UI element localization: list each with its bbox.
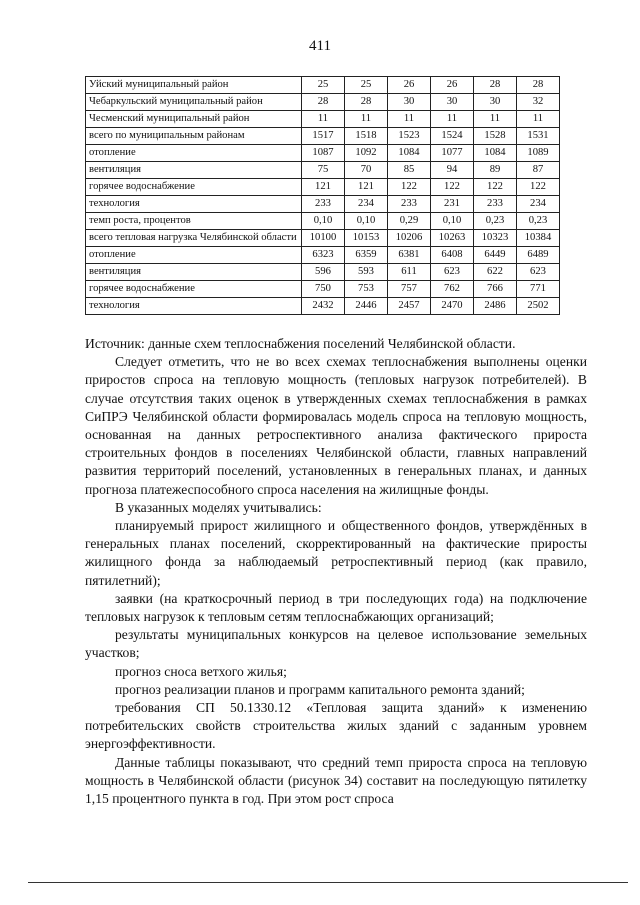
heat-load-table	[85, 76, 560, 315]
table-cell: 1518	[345, 128, 388, 145]
table-cell: 596	[302, 264, 345, 281]
paragraph: прогноз реализации планов и программ капитального ремонта зданий;	[115, 681, 525, 697]
row-label: горячее водоснабжение	[86, 281, 302, 298]
table-row	[86, 281, 560, 298]
table-row	[86, 94, 560, 111]
table-cell: 623	[431, 264, 474, 281]
body-text	[85, 335, 587, 808]
table-cell: 32	[517, 94, 560, 111]
table-cell: 122	[431, 179, 474, 196]
table-cell: 1531	[517, 128, 560, 145]
paragraph: результаты муниципальных конкурсов на целевое использование земельных участков;	[85, 627, 587, 661]
footer-rule	[28, 882, 628, 883]
table-cell: 234	[517, 196, 560, 213]
table-cell: 1523	[388, 128, 431, 145]
row-label: темп роста, процентов	[86, 213, 302, 230]
table-cell: 26	[431, 77, 474, 94]
table-cell: 1089	[517, 145, 560, 162]
table-cell: 233	[302, 196, 345, 213]
table-cell: 10206	[388, 230, 431, 247]
table-cell: 26	[388, 77, 431, 94]
table-cell: 30	[388, 94, 431, 111]
table-cell: 11	[474, 111, 517, 128]
table-row	[86, 179, 560, 196]
table-cell: 623	[517, 264, 560, 281]
table-cell: 122	[474, 179, 517, 196]
table-row	[86, 77, 560, 94]
table-cell: 28	[345, 94, 388, 111]
table-cell: 11	[431, 111, 474, 128]
paragraph: Следует отметить, что не во всех схемах теплоснабжения выполнены оценки приростов спроса на тепловую мощность (тепловых нагрузок потребителей). В случае отсутствия таких оценок в утвержденных схемах теплоснабжения в рамках СиПРЭ Челябинской области формировалась модель спроса на тепловую мощность, основанная на данных ретроспективного анализа фактического прироста строительных фондов в поселениях Челябинской области, главных направлений развития территорий поселений, установленных в генеральных планах, и данных прогноза платежеспособного спроса населения на жилищные фонды.	[85, 354, 587, 497]
table-cell: 122	[388, 179, 431, 196]
table-cell: 75	[302, 162, 345, 179]
table-row	[86, 145, 560, 162]
row-label: Чесменский муниципальный район	[86, 111, 302, 128]
row-label: всего тепловая нагрузка Челябинской области	[86, 230, 302, 247]
paragraph: планируемый прирост жилищного и общественного фондов, утверждённых в генеральных планах поселений, скорректированный на фактические приросты жилищного фонда за наблюдаемый ретроспективный период (как правило, пятилетний);	[85, 518, 587, 588]
table-row	[86, 111, 560, 128]
table-cell: 622	[474, 264, 517, 281]
row-label: технология	[86, 298, 302, 315]
table-cell: 1084	[474, 145, 517, 162]
table-cell: 750	[302, 281, 345, 298]
table-row	[86, 264, 560, 281]
table-cell: 87	[517, 162, 560, 179]
table-cell: 6359	[345, 247, 388, 264]
table-cell: 233	[388, 196, 431, 213]
table-cell: 10263	[431, 230, 474, 247]
table-cell: 2432	[302, 298, 345, 315]
table-cell: 0,23	[517, 213, 560, 230]
table-cell: 89	[474, 162, 517, 179]
table-cell: 94	[431, 162, 474, 179]
row-label: всего по муниципальным районам	[86, 128, 302, 145]
table-cell: 28	[517, 77, 560, 94]
table-cell: 10153	[345, 230, 388, 247]
row-label: вентиляция	[86, 162, 302, 179]
table-cell: 0,10	[431, 213, 474, 230]
table-cell: 2470	[431, 298, 474, 315]
table-cell: 25	[345, 77, 388, 94]
row-label: отопление	[86, 145, 302, 162]
table-cell: 2457	[388, 298, 431, 315]
table-cell: 1087	[302, 145, 345, 162]
table-cell: 611	[388, 264, 431, 281]
table-row	[86, 128, 560, 145]
table-cell: 233	[474, 196, 517, 213]
table-cell: 10323	[474, 230, 517, 247]
table-cell: 1517	[302, 128, 345, 145]
source-note: Источник: данные схем теплоснабжения поселений Челябинской области.	[85, 336, 516, 351]
table-cell: 1524	[431, 128, 474, 145]
table-cell: 6489	[517, 247, 560, 264]
table-cell: 6323	[302, 247, 345, 264]
table-cell: 1528	[474, 128, 517, 145]
table-cell: 10100	[302, 230, 345, 247]
table-cell: 762	[431, 281, 474, 298]
table-cell: 30	[474, 94, 517, 111]
table-cell: 593	[345, 264, 388, 281]
table-cell: 2502	[517, 298, 560, 315]
row-label: отопление	[86, 247, 302, 264]
table-cell: 0,10	[345, 213, 388, 230]
table-row	[86, 162, 560, 179]
row-label: горячее водоснабжение	[86, 179, 302, 196]
row-label: Чебаркульский муниципальный район	[86, 94, 302, 111]
table-cell: 28	[474, 77, 517, 94]
table-cell: 231	[431, 196, 474, 213]
table-row	[86, 298, 560, 315]
table-cell: 70	[345, 162, 388, 179]
table-cell: 234	[345, 196, 388, 213]
table-cell: 6381	[388, 247, 431, 264]
table-cell: 10384	[517, 230, 560, 247]
row-label: технология	[86, 196, 302, 213]
table-cell: 121	[302, 179, 345, 196]
row-label: вентиляция	[86, 264, 302, 281]
table-cell: 6449	[474, 247, 517, 264]
table-cell: 771	[517, 281, 560, 298]
table-cell: 11	[517, 111, 560, 128]
table-cell: 1092	[345, 145, 388, 162]
table-cell: 757	[388, 281, 431, 298]
row-label: Уйский муниципальный район	[86, 77, 302, 94]
table-cell: 25	[302, 77, 345, 94]
table-cell: 0,29	[388, 213, 431, 230]
paragraph: В указанных моделях учитывались:	[115, 499, 322, 515]
table-cell: 11	[302, 111, 345, 128]
table-row	[86, 247, 560, 264]
table-cell: 1084	[388, 145, 431, 162]
paragraph: требования СП 50.1330.12 «Тепловая защита зданий» к изменению потребительских свойств строительства жилых зданий с заданным уровнем энергоэффективности.	[85, 700, 587, 752]
paragraph: заявки (на краткосрочный период в три последующих года) на подключение тепловых нагрузок к тепловым сетям теплоснабжающих организаций;	[85, 590, 587, 625]
table-cell: 6408	[431, 247, 474, 264]
table-cell: 11	[388, 111, 431, 128]
table-cell: 753	[345, 281, 388, 298]
table-row	[86, 230, 560, 247]
table-cell: 11	[345, 111, 388, 128]
table-row	[86, 196, 560, 213]
table-cell: 121	[345, 179, 388, 196]
table-cell: 0,10	[302, 213, 345, 230]
table-row	[86, 213, 560, 230]
table-cell: 1077	[431, 145, 474, 162]
table-cell: 766	[474, 281, 517, 298]
page-number: 411	[309, 38, 331, 54]
table-cell: 30	[431, 94, 474, 111]
paragraph: прогноз сноса ветхого жилья;	[115, 663, 287, 679]
table-cell: 0,23	[474, 213, 517, 230]
table-cell: 28	[302, 94, 345, 111]
table-cell: 85	[388, 162, 431, 179]
table-cell: 2486	[474, 298, 517, 315]
table-cell: 122	[517, 179, 560, 196]
paragraph: Данные таблицы показывают, что средний темп прироста спроса на тепловую мощность в Челябинской области (рисунок 34) составит на последующую пятилетку 1,15 процентного пункта в год. При этом рост спроса	[85, 754, 587, 807]
table-cell: 2446	[345, 298, 388, 315]
